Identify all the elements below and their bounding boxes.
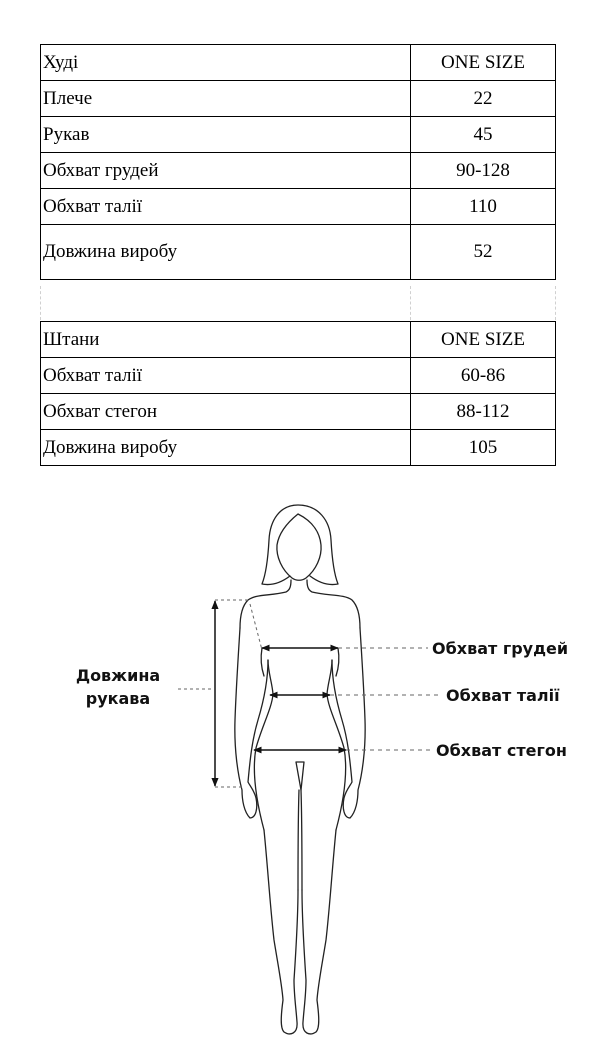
table-row <box>41 430 556 466</box>
table-row <box>41 225 556 280</box>
measurement-value: 22 <box>411 81 556 117</box>
size-header-cell: ONE SIZE <box>411 45 556 81</box>
body-silhouette-icon <box>235 505 365 1034</box>
spacer-guide <box>40 286 41 320</box>
hips-label: Обхват стегон <box>436 741 567 760</box>
measurement-name: Довжина виробу <box>41 225 411 280</box>
pants-size-table <box>40 321 556 466</box>
waist-label: Обхват талії <box>446 686 560 705</box>
measurement-value: 105 <box>411 430 556 466</box>
table-header-row <box>41 45 556 81</box>
measurement-value: 45 <box>411 117 556 153</box>
hoodie-size-table <box>40 44 556 280</box>
measurement-value: 90-128 <box>411 153 556 189</box>
body-measurement-diagram <box>0 490 600 1050</box>
sleeve-length-label-line2: рукава <box>85 689 151 708</box>
table-row <box>41 117 556 153</box>
measurement-name: Плече <box>41 81 411 117</box>
measurement-name: Обхват грудей <box>41 153 411 189</box>
table-row <box>41 189 556 225</box>
table-spacer <box>40 286 556 320</box>
measurement-name: Обхват талії <box>41 358 411 394</box>
spacer-guide <box>410 286 411 320</box>
measurement-value: 52 <box>411 225 556 280</box>
measurement-name: Довжина виробу <box>41 430 411 466</box>
measurement-name: Рукав <box>41 117 411 153</box>
table-row <box>41 394 556 430</box>
chest-label: Обхват грудей <box>432 639 569 658</box>
measurement-value: 110 <box>411 189 556 225</box>
sleeve-length-label-line1: Довжина <box>75 666 161 685</box>
product-name-cell: Штани <box>41 322 411 358</box>
table-header-row <box>41 322 556 358</box>
measurement-name: Обхват талії <box>41 189 411 225</box>
measurement-value: 88-112 <box>411 394 556 430</box>
table-row <box>41 358 556 394</box>
spacer-guide <box>555 286 556 320</box>
table-row <box>41 81 556 117</box>
table-row <box>41 153 556 189</box>
product-name-cell: Худі <box>41 45 411 81</box>
size-header-cell: ONE SIZE <box>411 322 556 358</box>
measurement-name: Обхват стегон <box>41 394 411 430</box>
measurement-value: 60-86 <box>411 358 556 394</box>
sleeve-length-indicator <box>178 600 262 787</box>
